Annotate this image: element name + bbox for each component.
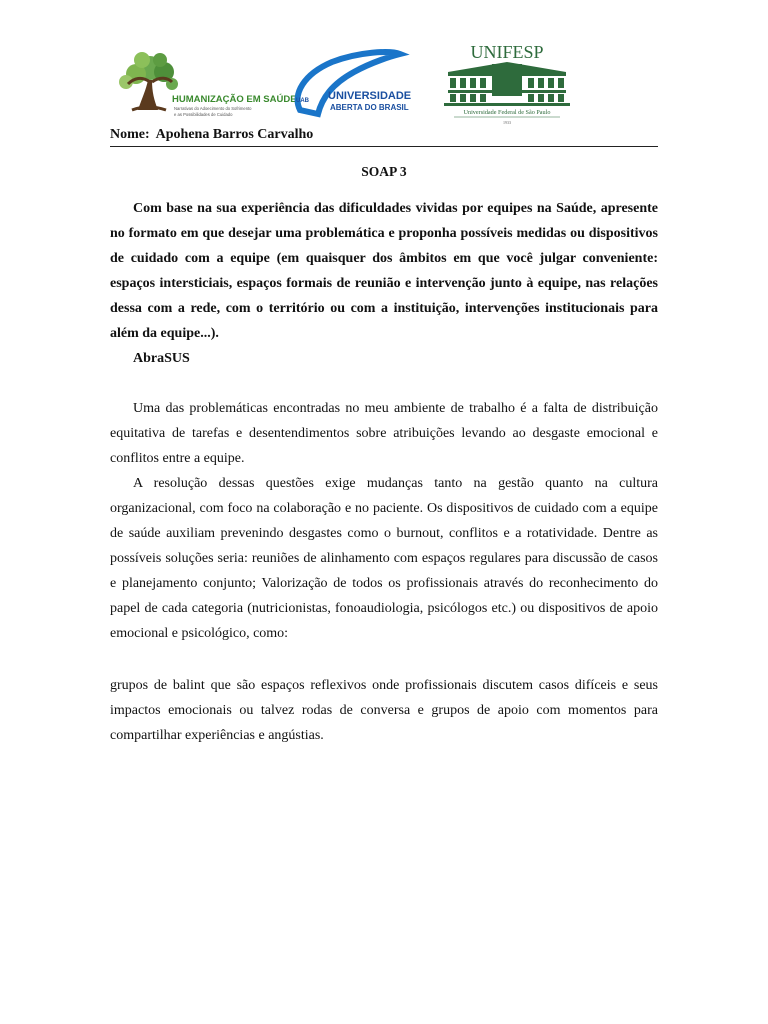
unifesp-title: UNIFESP [470,42,544,62]
uab-badge: UAB [296,98,309,104]
unifesp-logo [434,42,580,126]
tree-icon [119,52,178,110]
signature-abrasus: AbraSUS [133,351,190,366]
document-title: SOAP 3 [361,164,407,179]
building-icon [444,62,570,106]
uab-line-2: ABERTA DO BRASIL [330,103,409,112]
assignment-prompt: Com base na sua experiência das dificuldades vividas por equipes na Saúde, apresente no formato em que desejar uma problemática e proponha possíveis medidas ou dispositivos de cuidado com a equipe (em quaisquer dos âmbitos em que você julgar conveniente: espaços intersticiais, espaços formais de reunião e intervenção junto à equipe, nas relações dessa com a rede, com o território ou com a instituição, intervenções institucionais para além da equipe...). [110,201,658,341]
unifesp-year: 1933 [503,120,511,125]
answer-paragraph-2: A resolução dessas questões exige mudanças tanto na gestão quanto na cultura organizacional, com foco na colaboração e no paciente. Os dispositivos de cuidado com a equipe de saúde auxiliam prevenindo desgastes como o burnout, conflitos e a rotatividade. Dentre as possíveis soluções seria: reuniões de alinhamento com espaços regulares para discussão de casos e planejamento conjunto; Valorização de todos os profissionais através do reconhecimento do papel de cada categoria (nutricionistas, fonoaudiologia, psicólogos etc.) ou dispositivos de apoio emocional e psicológico, como: [110,476,658,641]
answer-paragraph-1: Uma das problemáticas encontradas no meu ambiente de trabalho é a falta de distribuição equitativa de tarefas e desentendimentos sobre atribuições levando ao desgaste emocional e conflitos entre a equipe. [110,401,658,466]
name-label: Nome: [110,127,150,142]
student-name: Apohena Barros Carvalho [155,127,314,142]
humanizacao-subtitle-1: Narrativas do Adoecimento do Sofrimento [174,106,252,111]
unifesp-subtitle: Universidade Federal de São Paulo [463,109,551,116]
answer-paragraph-3: grupos de balint que são espaços reflexivos onde profissionais discutem casos difíceis e seus impactos emocionais ou talvez rodas de conversa e grupos de apoio com momentos para compartilhar experiências e angústias. [110,678,658,743]
uab-logo [288,48,424,118]
humanizacao-logo [112,50,297,122]
student-name-line [110,126,658,147]
humanizacao-subtitle-2: e as Possibilidades de Cuidado [174,112,233,117]
humanizacao-title: HUMANIZAÇÃO EM SAÚDE [172,94,297,105]
header-logos [110,42,658,126]
uab-line-1: UNIVERSIDADE [328,90,412,102]
